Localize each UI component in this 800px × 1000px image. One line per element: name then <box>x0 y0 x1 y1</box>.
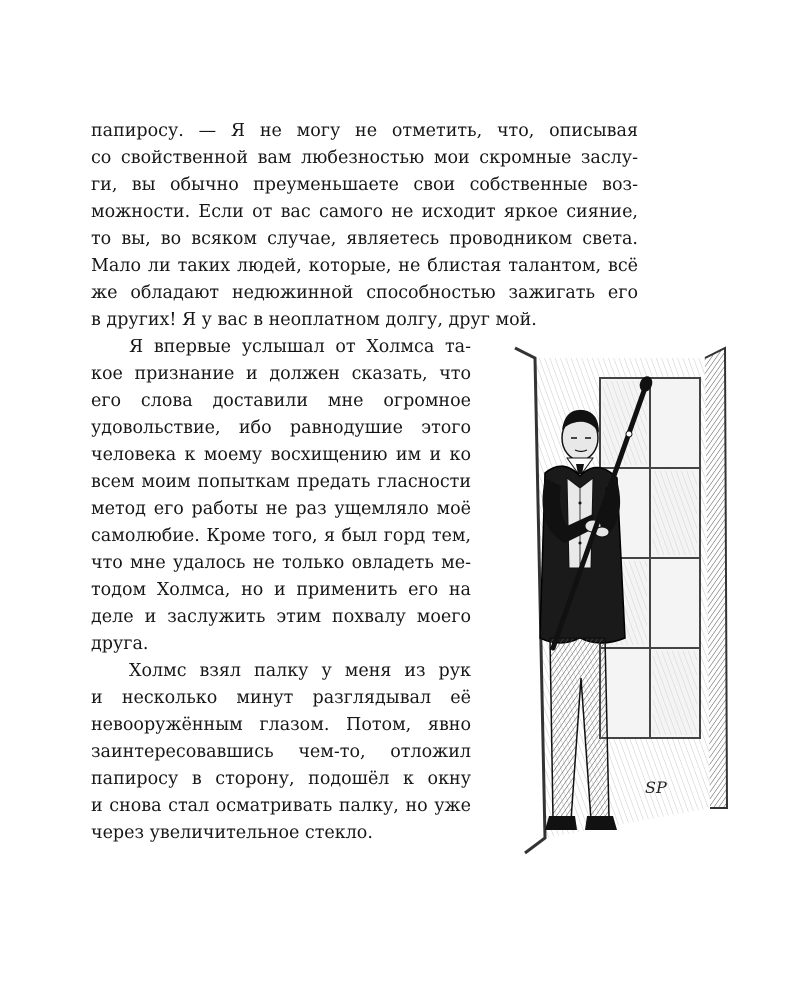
text-line: метод его работы не раз ущемляло моё <box>91 499 471 519</box>
text-line: Холмс взял палку у меня из рук <box>129 661 471 681</box>
text-line: заинтересовавшись чем-то, отложил <box>91 742 471 762</box>
text-line: удовольствие, ибо равнодушие этого <box>91 418 471 438</box>
artist-signature: SP <box>645 778 667 797</box>
text-line: тодом Холмса, но и применить его на <box>91 580 471 600</box>
text-line: через увеличительное стекло. <box>91 823 373 843</box>
text-line: человека к моему восхищению им и ко <box>91 445 471 465</box>
text-line: папиросу. — Я не могу не отметить, что, описывая <box>91 121 638 141</box>
text-line: его слова доставили мне огромное <box>91 391 471 411</box>
holmes-illustration <box>505 338 730 863</box>
text-line: же обладают недюжинной способностью зажигать его <box>91 283 638 303</box>
text-line: то вы, во всяком случае, являетесь проводником света. <box>91 229 638 249</box>
text-line: самолюбие. Кроме того, я был горд тем, <box>91 526 471 546</box>
text-line: деле и заслужить этим похвалу моего <box>91 607 471 627</box>
text-line: в других! Я у вас в неоплатном долгу, друг мой. <box>91 310 537 330</box>
text-line: и несколько минут разглядывал её <box>91 688 471 708</box>
text-line: друга. <box>91 634 149 654</box>
text-line: Мало ли таких людей, которые, не блистая талантом, всё <box>91 256 638 276</box>
text-line: папиросу в сторону, подошёл к окну <box>91 769 471 789</box>
text-line: невооружённым глазом. Потом, явно <box>91 715 471 735</box>
text-line: кое признание и должен сказать, что <box>91 364 471 384</box>
text-line: можности. Если от вас самого не исходит яркое сияние, <box>91 202 638 222</box>
text-line: что мне удалось не только овладеть ме- <box>91 553 471 573</box>
text-line: ги, вы обычно преуменьшаете свои собственные воз- <box>91 175 638 195</box>
text-line: Я впервые услышал от Холмса та- <box>129 337 471 357</box>
text-line: всем моим попыткам предать гласности <box>91 472 471 492</box>
text-line: со свойственной вам любезностью мои скромные заслу- <box>91 148 638 168</box>
text-line: и снова стал осматривать палку, но уже <box>91 796 471 816</box>
